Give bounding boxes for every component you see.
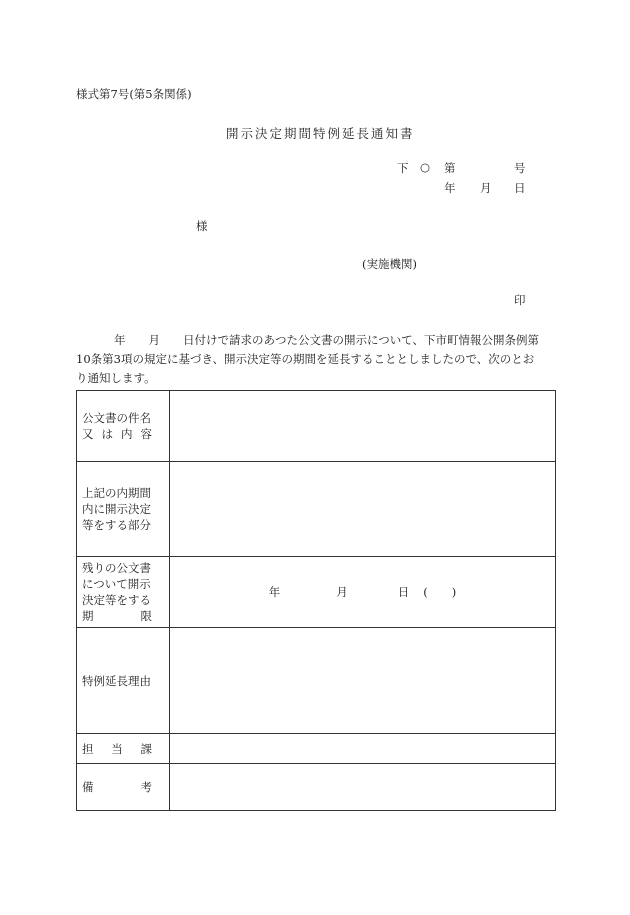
doc-no-mark: ○ [420,160,431,174]
extension-form-table [76,390,556,811]
label-line: について開示 [82,577,151,591]
doc-no-dai: 第 [444,161,456,175]
value-department[interactable] [170,734,556,764]
date-day: 日 [514,181,526,195]
deadline-paren-close: ) [451,585,457,599]
table-row [77,557,556,628]
body-line: 年 月 日付けで請求のあつた公文書の開示について、下市町情報公開条例第 [114,333,540,347]
label-line-justified [82,426,152,442]
body-paragraph [76,331,556,388]
label-remarks [77,764,170,811]
label-partial-decision [77,462,170,557]
label-char: 限 [140,609,152,623]
table-row [77,628,556,734]
label-line-justified [82,779,152,795]
seal-mark: 印 [514,293,526,307]
label-line-justified [82,608,152,624]
form-number: 様式第7号(第5条関係) [76,87,192,101]
label-line: 残りの公文書 [82,561,151,575]
table-row [77,462,556,557]
label-line: 公文書の件名 [82,411,151,425]
label-line: 特例延長理由 [82,673,151,688]
label-char: 容 [140,427,152,441]
body-line: 10条第3項の規定に基づき、開示決定等の期間を延長することとしましたので、次のとお [76,352,535,366]
label-char: 又 [82,427,94,441]
value-deadline[interactable] [170,557,556,628]
label-line: 上記の内期間 [82,486,151,500]
deadline-month: 月 [336,585,348,599]
body-line: り通知します。 [76,371,156,385]
deadline-paren-open: ( [423,585,428,599]
table-row [77,734,556,764]
label-char: 期 [82,609,94,623]
label-line: 決定等をする [82,593,151,607]
deadline-date [170,584,555,600]
label-char: 課 [140,741,152,756]
label-char: は [101,427,113,441]
deadline-day: 日 [397,585,410,599]
value-extension-reason[interactable] [170,628,556,734]
label-line-justified [82,741,152,757]
value-remarks[interactable] [170,764,556,811]
doc-no-prefix: 下 [397,161,409,175]
label-line: 等をする部分 [82,518,151,532]
label-line: 内に開示決定 [82,502,151,516]
value-partial-decision[interactable] [170,462,556,557]
label-department [77,734,170,764]
date-year: 年 [444,181,456,195]
label-char: 当 [111,741,123,756]
label-char: 備 [82,780,94,794]
issuer-label: (実施機関) [362,257,417,271]
document-title: 開示決定期間特例延長通知書 [226,126,415,141]
doc-no-go: 号 [514,161,526,175]
label-deadline [77,557,170,628]
table-row [77,391,556,462]
label-char: 担 [82,741,94,756]
label-document-title [77,391,170,462]
deadline-year: 年 [268,585,281,599]
label-char: 内 [121,427,133,441]
label-char: 考 [140,780,152,794]
table-row [77,764,556,811]
addressee-suffix: 様 [196,219,208,233]
value-document-title[interactable] [170,391,556,462]
date-month: 月 [480,181,492,195]
label-extension-reason [77,628,170,734]
